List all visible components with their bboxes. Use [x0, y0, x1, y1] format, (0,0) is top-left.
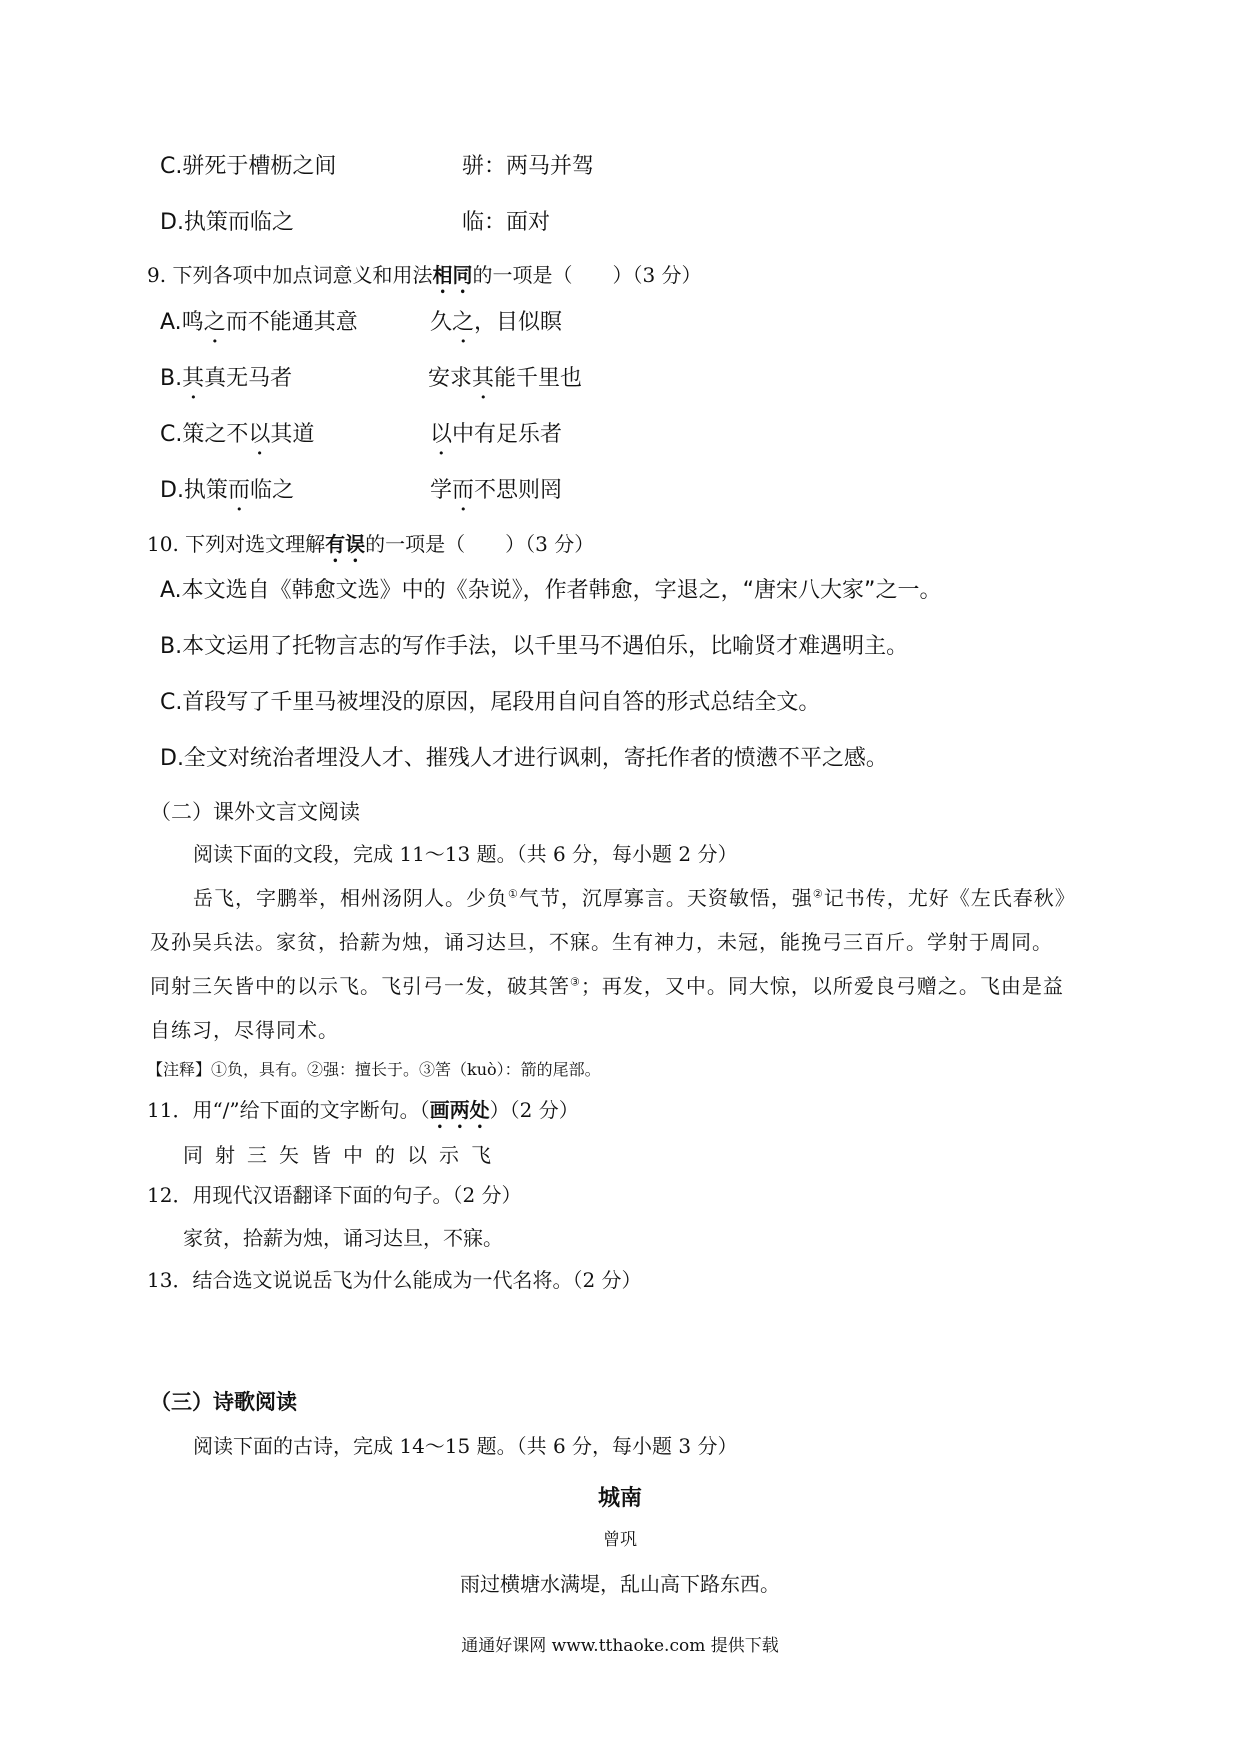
footnote-marker-1: ① [508, 887, 519, 901]
poem-author: 曾巩 [603, 1530, 637, 1550]
q9-option-c [160, 422, 314, 460]
poem-title: 城南 [597, 1486, 642, 1511]
passage-line-1-part-b: 气节，沉厚寡言。天资敏悟，强 [518, 886, 813, 910]
q9-stem-text: 9. 下列各项中加点词意义和用法 [147, 263, 433, 287]
q9-stem-score: 的一项是（ ）（3 分） [472, 263, 702, 287]
q10-stem-text: 10. 下列对选文理解 [147, 532, 326, 556]
footnote-marker-2: ② [812, 887, 824, 901]
q10-stem-score: 的一项是（ ）（3 分） [365, 532, 595, 556]
q9-option-d-text2: 临之 [249, 478, 294, 503]
q9-option-a-compare-dot-word: 之 [452, 310, 475, 335]
q13-stem: 13．结合选文说说岳飞为什么能成为一代名将。（2 分） [147, 1268, 642, 1292]
q9-stem-emphasis: 相同 [432, 263, 473, 287]
passage-line-3-part-b: ；再发，又中。同大惊，以所爱良弓赠之。飞由是益 [580, 974, 1064, 998]
passage-line-1-part-c: 记书传，尤好《左氏春秋》 [823, 886, 1076, 910]
q10-stem-emphasis: 有误 [325, 532, 366, 556]
q10-option-c: C.首段写了千里马被埋没的原因，尾段用自问自答的形式总结全文。 [160, 690, 821, 715]
q9-option-c-compare [430, 422, 562, 460]
q9-option-b-compare-dot-word: 其 [472, 366, 495, 391]
q11-stem-text: 11．用“/”给下面的文字断句。（ [147, 1098, 430, 1122]
passage-line-1-part-a: 岳飞，字鹏举，相州汤阴人。少负 [193, 886, 508, 910]
q9-option-a-compare-text: 久 [430, 310, 453, 335]
q9-option-c-text2: 其道 [270, 422, 315, 447]
q9-option-a [160, 310, 358, 348]
q9-option-a-text: A.鸣 [160, 310, 204, 335]
q10-option-b: B.本文运用了托物言志的写作手法，以千里马不遇伯乐，比喻贤才难遇明主。 [160, 634, 909, 659]
passage-line-3-part-a: 同射三矢皆中的以示飞。飞引弓一发，破其筈 [150, 974, 570, 998]
q9-option-b-dot-word: 其 [182, 366, 205, 391]
q9-option-b [160, 366, 292, 404]
q9-option-a-compare-text2: ，目似瞑 [474, 310, 563, 335]
q9-option-d-compare-text2: 不思则罔 [474, 478, 563, 503]
q9-option-b-text: B. [160, 366, 183, 391]
q10-option-a: A.本文选自《韩愈文选》中的《杂说》，作者韩愈，字退之，“唐宋八大家”之一。 [160, 578, 942, 603]
q10-option-d: D.全文对统治者埋没人才、摧残人才进行讽刺，寄托作者的愤懑不平之感。 [160, 746, 888, 771]
q8-option-c [160, 154, 336, 180]
q8-option-c-gloss: 骈：两马并驾 [462, 154, 595, 179]
q9-option-a-dot-word: 之 [203, 310, 226, 335]
passage-line-4: 自练习，尽得同术。 [150, 1018, 339, 1042]
q8-option-d: D.执策而临之 [160, 210, 294, 235]
q9-option-d-compare-text: 学 [430, 478, 453, 503]
footnote-marker-3: ③ [570, 975, 581, 989]
q12-stem: 12．用现代汉语翻译下面的句子。（2 分） [147, 1183, 522, 1207]
q9-option-d [160, 478, 294, 516]
q9-stem [147, 263, 702, 298]
q9-option-d-compare [430, 478, 562, 516]
q9-option-d-text: D.执策 [160, 478, 228, 503]
annotation-note: 【注释】①负，具有。②强：擅长于。③筈（kuò）：箭的尾部。 [147, 1060, 601, 1079]
page-footer: 通通好课网 www.tthaoke.com 提供下载 [461, 1636, 779, 1656]
q11-stem-emphasis: 画两处 [429, 1098, 490, 1122]
q8-option-d-gloss: 临：面对 [462, 210, 551, 235]
section2-instruction: 阅读下面的文段，完成 11～13 题。（共 6 分，每小题 2 分） [193, 842, 738, 866]
section3-instruction: 阅读下面的古诗，完成 14～15 题。（共 6 分，每小题 3 分） [193, 1434, 738, 1458]
q10-stem [147, 532, 594, 567]
passage-line-2: 及孙吴兵法。家贫，拾薪为烛，诵习达旦，不寐。生有神力，未冠，能挽弓三百斤。学射于周同。 [150, 930, 1053, 954]
q9-option-b-compare [428, 366, 582, 404]
q9-option-a-compare [430, 310, 562, 348]
passage-line-1 [193, 886, 1076, 910]
q12-text: 家贫，拾薪为烛，诵习达旦，不寐。 [183, 1226, 503, 1250]
passage-line-3 [150, 974, 1064, 998]
poem-line-1: 雨过横塘水满堤，乱山高下路东西。 [460, 1572, 780, 1596]
q9-option-d-compare-dot-word: 而 [452, 478, 475, 503]
q9-option-d-dot-word: 而 [227, 478, 250, 503]
q9-option-b-text2: 真无马者 [204, 366, 293, 391]
q9-option-a-text2: 而不能通其意 [225, 310, 358, 335]
q9-option-c-compare-text2: 中有足乐者 [452, 422, 563, 447]
section2-heading: （二）课外文言文阅读 [150, 800, 360, 824]
q9-option-b-compare-text2: 能千里也 [494, 366, 583, 391]
q11-text: 同射三矢皆中的以示飞 [183, 1143, 503, 1167]
q11-stem-score: ）（2 分） [489, 1098, 579, 1122]
q11-stem [147, 1098, 579, 1133]
section3-heading: （三）诗歌阅读 [150, 1390, 297, 1414]
q9-option-c-dot-word: 以 [248, 422, 271, 447]
q9-option-c-text: C.策之不 [160, 422, 249, 447]
q9-option-b-compare-text: 安求 [428, 366, 473, 391]
q9-option-c-compare-dot-word: 以 [430, 422, 453, 447]
q8-option-c-text: C.骈死于槽枥之间 [160, 154, 337, 179]
